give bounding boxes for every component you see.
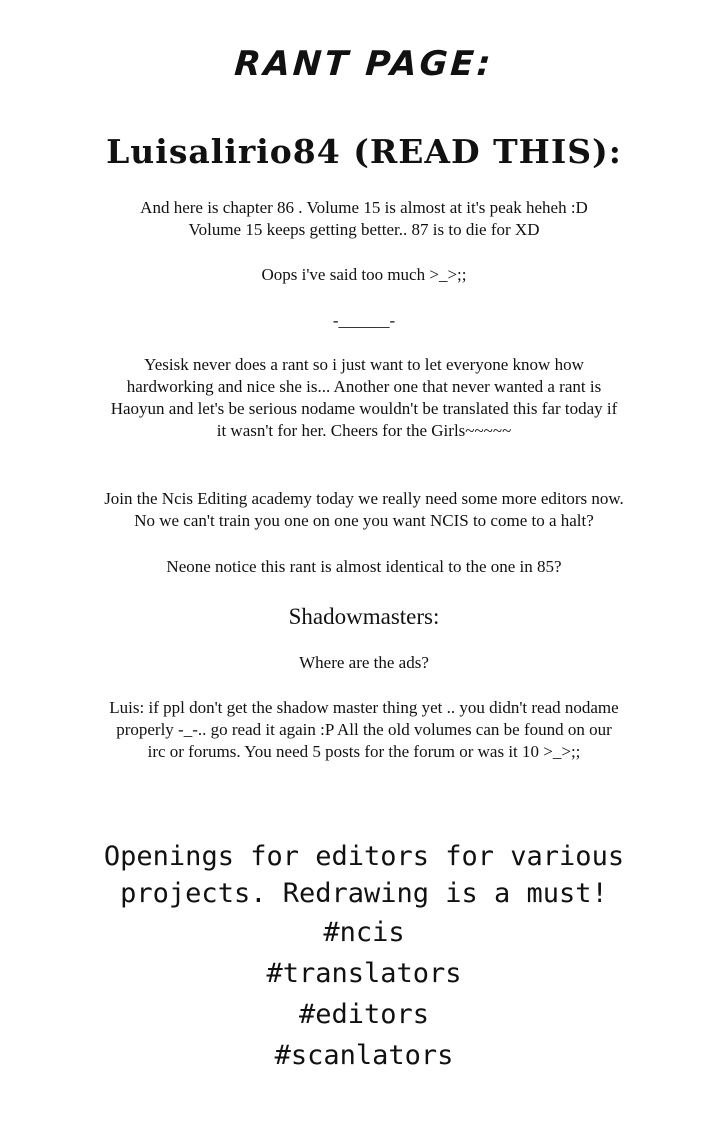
channel-tag: #editors xyxy=(298,999,430,1030)
text-line: Luis: if ppl don't get the shadow master thing yet .. you didn't read nodame xyxy=(109,698,619,717)
channel-list xyxy=(0,912,728,1076)
ads-question: Where are the ads? xyxy=(299,653,429,672)
text-line: hardworking and nice she is... Another one that never wanted a rant is xyxy=(126,377,602,396)
luis-reply-paragraph xyxy=(0,697,728,763)
channel-tag: #translators xyxy=(266,958,462,989)
oops-paragraph: Oops i've said too much >_>;; xyxy=(261,265,467,284)
channel-tag: #scanlators xyxy=(274,1040,454,1071)
text-line: Join the Ncis Editing academy today we really need some more editors now. xyxy=(104,489,624,508)
channel-tag: #ncis xyxy=(323,917,405,948)
recruitment-notice xyxy=(0,838,728,912)
text-line: Yesisk never does a rant so i just want to let everyone know how xyxy=(144,355,584,374)
shadowmasters-heading: Shadowmasters: xyxy=(288,604,440,629)
text-line: irc or forums. You need 5 posts for the forum or was it 10 >_>;; xyxy=(147,742,581,761)
page-title: RANT PAGE: xyxy=(233,44,495,84)
academy-paragraph xyxy=(0,488,728,532)
author-heading: Luisalirio84 (READ THIS): xyxy=(106,132,622,171)
text-line: projects. Redrawing is a must! xyxy=(120,878,608,909)
notice-paragraph: Neone notice this rant is almost identical to the one in 85? xyxy=(166,557,562,576)
text-line: Volume 15 keeps getting better.. 87 is to die for XD xyxy=(188,220,540,239)
text-line: Openings for editors for various xyxy=(103,841,625,872)
text-line: properly -_-.. go read it again :P All the old volumes can be found on our xyxy=(116,720,612,739)
text-line: Haoyun and let's be serious nodame wouldn't be translated this far today if xyxy=(110,399,618,418)
text-line: No we can't train you one on one you want NCIS to come to a halt? xyxy=(134,511,594,530)
thanks-paragraph xyxy=(0,354,728,442)
text-line: it wasn't for her. Cheers for the Girls~~~~~ xyxy=(216,421,512,440)
text-line: And here is chapter 86 . Volume 15 is almost at it's peak heheh :D xyxy=(140,198,588,217)
chapter-paragraph xyxy=(0,197,728,241)
separator: -______- xyxy=(332,311,396,330)
